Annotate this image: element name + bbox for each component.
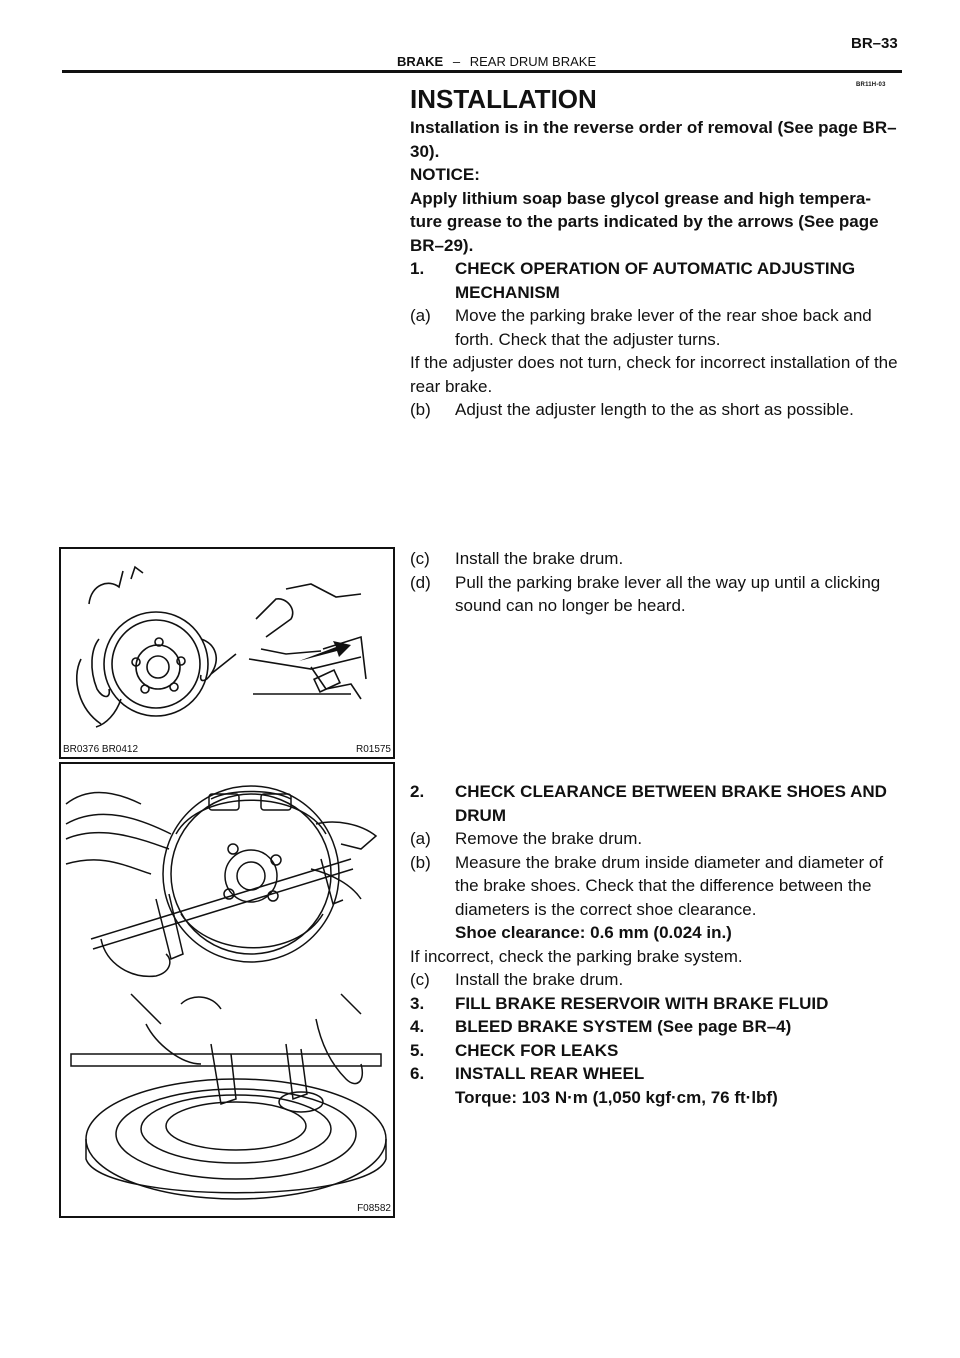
section-header <box>397 54 596 69</box>
substep-text: Remove the brake drum. <box>455 829 643 848</box>
subsection-title: REAR DRUM BRAKE <box>469 54 597 69</box>
torque-spec: Torque: 103 N·m (1,050 kgf·cm, 76 ft·lbf) <box>455 1087 778 1107</box>
substep-text: Install the brake drum. <box>455 549 624 568</box>
substep-label: (a) <box>410 306 431 325</box>
step-1-note: If the adjuster does not turn, check for incorrect installation of the rear brake. <box>410 353 898 396</box>
section-dash: – <box>452 54 461 69</box>
substep-label: (a) <box>410 829 431 848</box>
step-1 <box>410 257 904 304</box>
step-5 <box>410 1039 904 1063</box>
step-1c <box>410 547 904 571</box>
figure-clearance-measure <box>59 762 395 1218</box>
step-4 <box>410 1015 904 1039</box>
step-title: CHECK FOR LEAKS <box>455 1040 619 1060</box>
step-number: 2. <box>410 782 425 801</box>
substep-text: Install the brake drum. <box>455 970 624 989</box>
step-2a <box>410 827 904 851</box>
step-number: 5. <box>410 1040 425 1060</box>
step-number: 6. <box>410 1064 425 1083</box>
substep-text: Pull the parking brake lever all the way up until a clicking sound can no longer be heard. <box>455 572 881 615</box>
step-title: FILL BRAKE RESERVOIR WITH BRAKE FLUID <box>455 993 829 1013</box>
step-2 <box>410 780 904 827</box>
substep-label: (b) <box>410 852 431 872</box>
drum-lever-illustration <box>61 549 393 757</box>
drum-install-block <box>410 547 904 618</box>
page-title: INSTALLATION <box>410 84 597 114</box>
figure-drum-install <box>59 547 395 759</box>
header-rule <box>62 70 902 73</box>
step-2c <box>410 968 904 992</box>
substep-label: (c) <box>410 970 430 989</box>
step-number: 1. <box>410 259 425 278</box>
step-title: BLEED BRAKE SYSTEM (See page BR–4) <box>455 1017 792 1036</box>
substep-label: (c) <box>410 549 430 568</box>
step-2b <box>410 851 904 945</box>
caliper-illustration <box>61 764 393 1216</box>
clearance-block <box>410 780 904 1109</box>
step-1b <box>410 398 904 422</box>
doc-code: BR11H-03 <box>856 82 886 88</box>
substep-label: (d) <box>410 572 431 592</box>
step-2-note: If incorrect, check the parking brake system. <box>410 946 743 966</box>
spec-value: Shoe clearance: 0.6 mm (0.024 in.) <box>455 923 732 942</box>
step-title: CHECK OPERATION OF AUTOMATIC ADJUSTING MECHANISM <box>455 259 856 302</box>
step-number: 4. <box>410 1017 425 1036</box>
step-6 <box>410 1062 904 1109</box>
figure-caption-right: F08582 <box>357 1203 391 1214</box>
page-number: BR–33 <box>851 35 898 52</box>
notice-label: NOTICE: <box>410 165 480 184</box>
step-1a <box>410 304 904 351</box>
installation-block <box>410 84 904 422</box>
section-title: BRAKE <box>397 54 444 69</box>
substep-text: Move the parking brake lever of the rear shoe back and forth. Check that the adjuster turns. <box>455 306 872 349</box>
figure-caption-left: BR0376 BR0412 <box>63 744 139 755</box>
step-1d <box>410 571 904 618</box>
step-3 <box>410 992 904 1016</box>
notice-text: Apply lithium soap base glycol grease and high tempera- ture grease to the parts indicated by the arrows (See page BR–29). <box>410 188 879 255</box>
substep-text: Adjust the adjuster length to the as short as possible. <box>455 400 854 419</box>
substep-label: (b) <box>410 400 431 419</box>
step-title: CHECK CLEARANCE BETWEEN BRAKE SHOES AND DRUM <box>455 782 887 825</box>
step-number: 3. <box>410 993 425 1013</box>
step-title: INSTALL REAR WHEEL <box>455 1064 645 1083</box>
substep-text: Measure the brake drum inside diameter and diameter of the brake shoes. Check that the difference between the diameters is the correct shoe clearance. <box>455 852 884 919</box>
figure-caption-right: R01575 <box>355 744 391 755</box>
intro-text: Installation is in the reverse order of removal (See page BR–30). <box>410 118 897 161</box>
